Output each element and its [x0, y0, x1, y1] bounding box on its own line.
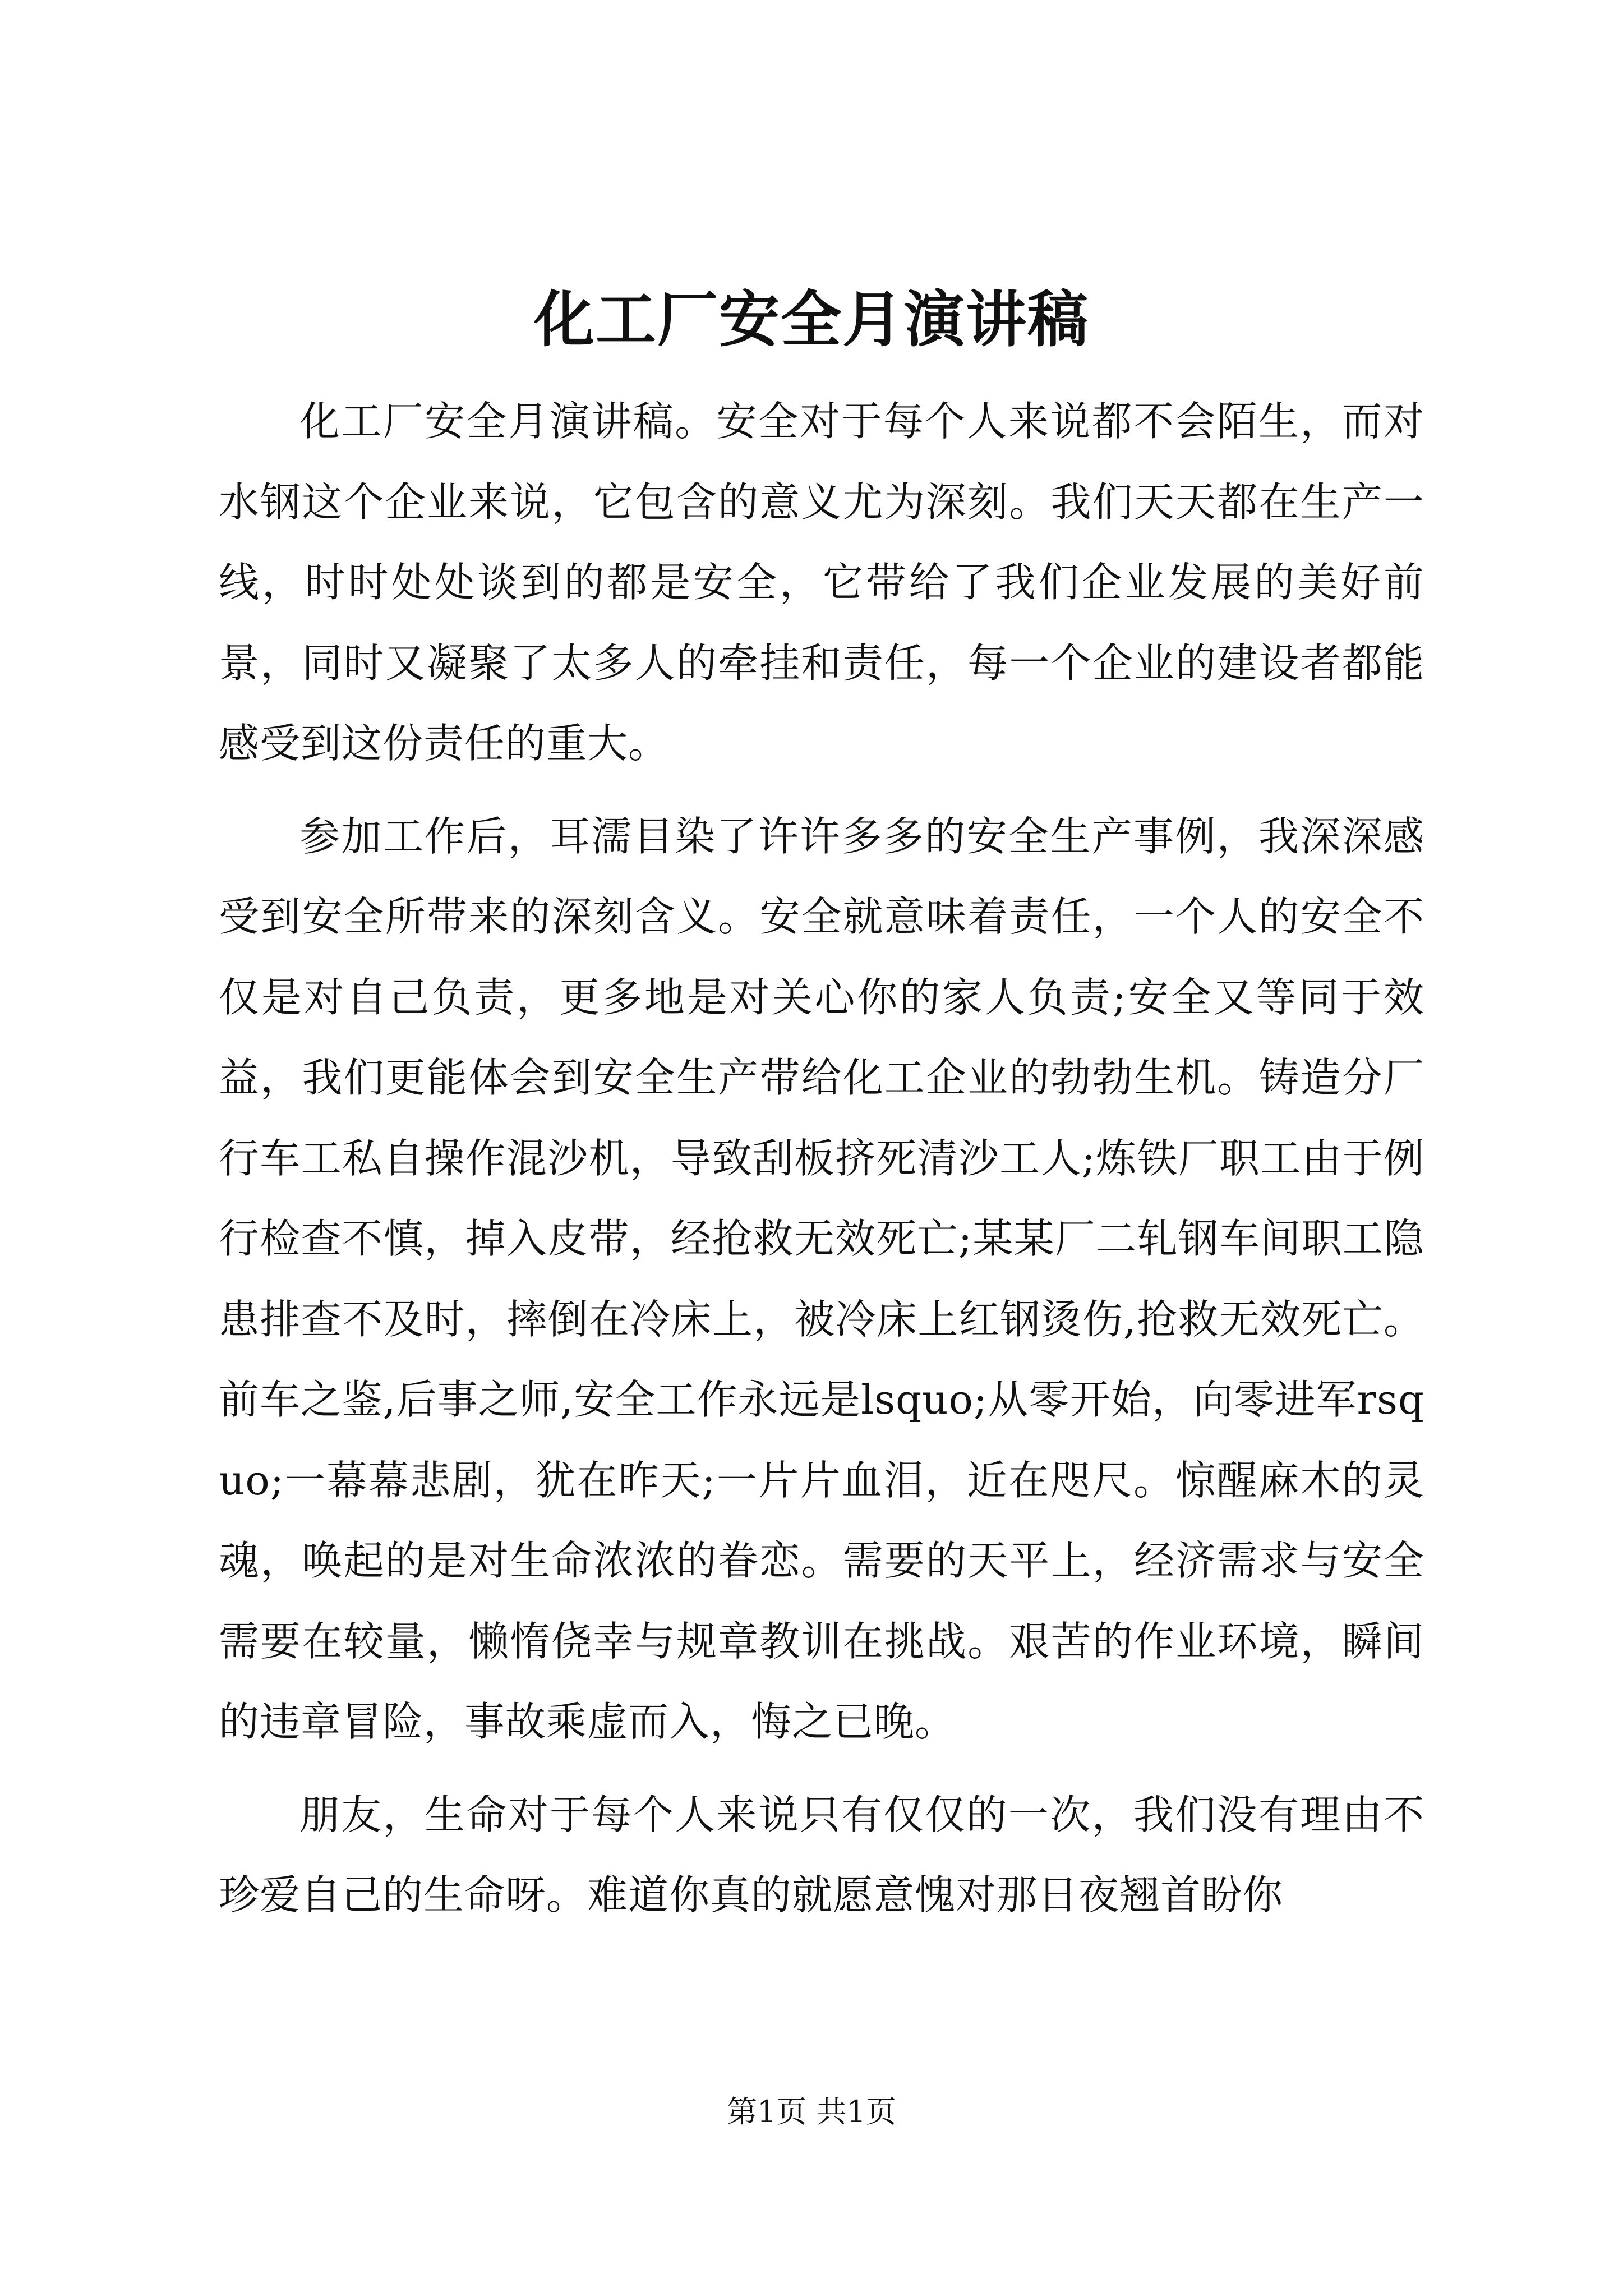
- paragraph-1: 化工厂安全月演讲稿。安全对于每个人来说都不会陌生，而对水钢这个企业来说，它包含的意义尤为深刻。我们天天都在生产一线，时时处处谈到的都是安全，它带给了我们企业发展的美好前景，同时又凝聚了太多人的牵挂和责任，每一个企业的建设者都能感受到这份责任的重大。: [219, 398, 1424, 767]
- document-title: 化工厂安全月演讲稿: [533, 284, 1089, 355]
- paragraph-2: 参加工作后，耳濡目染了许许多多的安全生产事例，我深深感受到安全所带来的深刻含义。安全就意味着责任，一个人的安全不仅是对自己负责，更多地是对关心你的家人负责;安全又等同于效益，我们更能体会到安全生产带给化工企业的勃勃生机。铸造分厂行车工私自操作混沙机，导致刮板挤死清沙工人;炼铁厂职工由于例行检查不慎，掉入皮带，经抢救无效死亡;某某厂二轧钢车间职工隐患排查不及时，摔倒在冷床上，被冷床上红钢烫伤,抢救无效死亡。前车之鉴,后事之师,安全工作永远是lsquo;从零开始，向零进军rsquo;一幕幕悲剧，犹在昨天;一片片血泪，近在咫尺。惊醒麻木的灵魂，唤起的是对生命浓浓的眷恋。需要的天平上，经济需求与安全需要在较量，懒惰侥幸与规章教训在挑战。艰苦的作业环境，瞬间的违章冒险，事故乘虚而入，悔之已晚。: [219, 812, 1424, 1745]
- paragraph-3: 朋友，生命对于每个人来说只有仅仅的一次，我们没有理由不珍爱自己的生命呀。难道你真的就愿意愧对那日夜翘首盼你: [219, 1791, 1424, 1918]
- document-body: [219, 381, 1424, 1948]
- page-number-footer: 第1页 共1页: [727, 2094, 896, 2129]
